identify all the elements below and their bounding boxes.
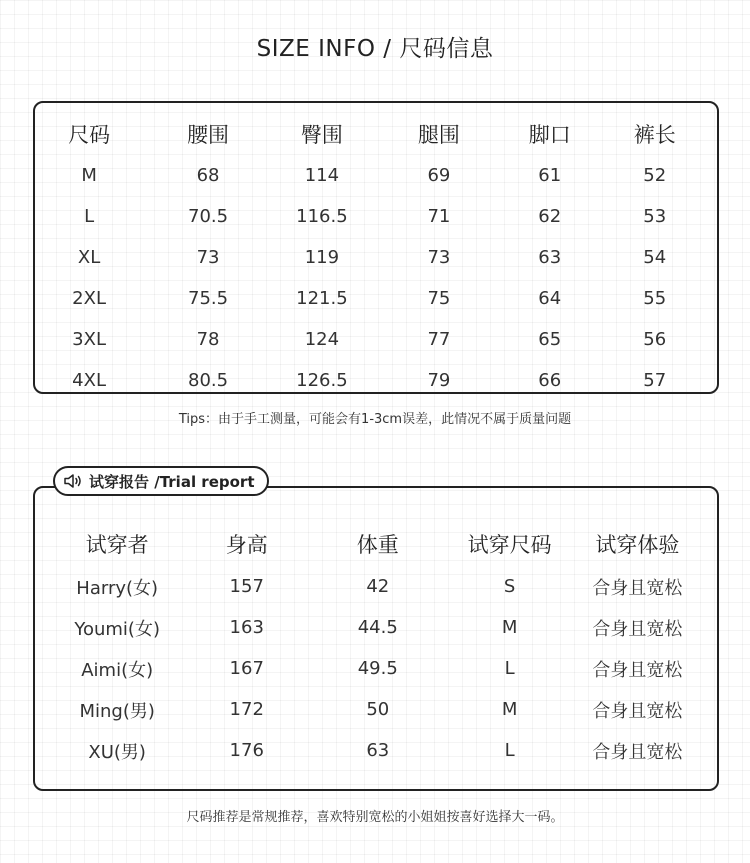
size-recommendation-note: 尺码推荐是常规推荐，喜欢特别宽松的小姐姐按喜好选择大一码。 bbox=[186, 810, 564, 825]
trial-table-cell-tester: Youmi(女) bbox=[74, 618, 160, 640]
trial-table-row bbox=[35, 648, 717, 689]
size-header-waist: 腰围 bbox=[187, 123, 230, 147]
size-table-cell-size: 3XL bbox=[72, 329, 106, 350]
size-table-cell-length: 54 bbox=[643, 247, 667, 268]
trial-report-label: 试穿报告 /Trial report bbox=[89, 472, 255, 491]
size-header-length: 裤长 bbox=[633, 123, 676, 147]
size-table-cell-waist: 78 bbox=[196, 329, 220, 350]
trial-report-panel bbox=[33, 486, 719, 791]
trial-table-cell-experience: 合身且宽松 bbox=[592, 618, 683, 640]
trial-table-row bbox=[35, 607, 717, 648]
trial-table-cell-size: S bbox=[503, 576, 516, 597]
trial-table-row bbox=[35, 689, 717, 730]
trial-table-cell-experience: 合身且宽松 bbox=[592, 741, 683, 763]
speaker-icon bbox=[63, 473, 83, 489]
trial-table-cell-tester: Harry(女) bbox=[76, 577, 159, 599]
size-table-cell-waist: 70.5 bbox=[188, 206, 229, 227]
size-table-cell-hip: 119 bbox=[304, 247, 340, 268]
size-table-cell-hip: 114 bbox=[304, 165, 340, 186]
size-table-cell-thigh: 71 bbox=[427, 206, 451, 227]
trial-header-size: 试穿尺码 bbox=[467, 533, 552, 557]
size-table-cell-waist: 75.5 bbox=[188, 288, 229, 309]
trial-table-row bbox=[35, 566, 717, 607]
size-table-cell-size: M bbox=[81, 165, 97, 186]
size-table-row bbox=[35, 319, 717, 360]
size-table-cell-thigh: 73 bbox=[427, 247, 451, 268]
trial-table-header-row bbox=[35, 522, 717, 566]
size-table-row bbox=[35, 360, 717, 401]
trial-header-experience: 试穿体验 bbox=[595, 533, 680, 557]
size-table-cell-size: XL bbox=[77, 247, 101, 268]
trial-table-cell-weight: 42 bbox=[366, 576, 390, 597]
size-table-row bbox=[35, 237, 717, 278]
size-table-cell-thigh: 69 bbox=[427, 165, 451, 186]
trial-table-cell-height: 157 bbox=[229, 576, 264, 597]
trial-table-cell-experience: 合身且宽松 bbox=[592, 659, 683, 681]
size-table-cell-length: 55 bbox=[643, 288, 667, 309]
size-header-hem: 脚口 bbox=[528, 123, 571, 147]
size-table-cell-length: 56 bbox=[643, 329, 667, 350]
trial-report-badge bbox=[53, 466, 269, 496]
trial-table-cell-tester: XU(男) bbox=[88, 741, 146, 763]
size-header-size: 尺码 bbox=[68, 123, 111, 147]
trial-table-cell-tester: Ming(男) bbox=[79, 700, 155, 722]
size-table-cell-waist: 73 bbox=[196, 247, 220, 268]
trial-table-row bbox=[35, 730, 717, 771]
size-header-thigh: 腿围 bbox=[417, 123, 460, 147]
trial-table-cell-height: 176 bbox=[229, 740, 264, 761]
size-table-cell-waist: 80.5 bbox=[188, 370, 229, 391]
trial-table-cell-weight: 44.5 bbox=[357, 617, 398, 638]
trial-table bbox=[35, 522, 717, 771]
trial-table-cell-height: 172 bbox=[229, 699, 264, 720]
size-table-cell-thigh: 79 bbox=[427, 370, 451, 391]
size-table-cell-hem: 61 bbox=[538, 165, 562, 186]
size-table-cell-hem: 65 bbox=[538, 329, 562, 350]
size-table-cell-size: 4XL bbox=[72, 370, 106, 391]
size-table-row bbox=[35, 196, 717, 237]
size-table-cell-length: 52 bbox=[643, 165, 667, 186]
trial-table-cell-size: L bbox=[504, 658, 515, 679]
page-title: SIZE INFO / 尺码信息 bbox=[256, 36, 494, 62]
trial-table-cell-tester: Aimi(女) bbox=[81, 659, 154, 681]
size-table-cell-hip: 116.5 bbox=[296, 206, 348, 227]
size-table-cell-hem: 64 bbox=[538, 288, 562, 309]
trial-table-cell-height: 167 bbox=[229, 658, 264, 679]
trial-header-weight: 体重 bbox=[356, 533, 399, 557]
size-table-header-row bbox=[35, 113, 717, 155]
size-table bbox=[35, 113, 717, 401]
size-table-cell-length: 57 bbox=[643, 370, 667, 391]
trial-table-cell-weight: 49.5 bbox=[357, 658, 398, 679]
size-table-cell-hem: 66 bbox=[538, 370, 562, 391]
size-table-cell-length: 53 bbox=[643, 206, 667, 227]
trial-table-cell-weight: 63 bbox=[366, 740, 390, 761]
size-table-cell-size: L bbox=[84, 206, 95, 227]
measurement-tips: Tips：由于手工测量，可能会有1-3cm误差，此情况不属于质量问题 bbox=[178, 412, 572, 427]
size-table-cell-thigh: 77 bbox=[427, 329, 451, 350]
trial-table-cell-size: L bbox=[504, 740, 515, 761]
size-table-cell-hem: 63 bbox=[538, 247, 562, 268]
size-table-cell-waist: 68 bbox=[196, 165, 220, 186]
trial-table-cell-size: M bbox=[501, 699, 518, 720]
size-table-cell-size: 2XL bbox=[72, 288, 106, 309]
trial-table-cell-experience: 合身且宽松 bbox=[592, 577, 683, 599]
trial-table-cell-experience: 合身且宽松 bbox=[592, 700, 683, 722]
size-table-cell-thigh: 75 bbox=[427, 288, 451, 309]
trial-table-cell-size: M bbox=[501, 617, 518, 638]
trial-table-cell-height: 163 bbox=[229, 617, 264, 638]
size-table-cell-hip: 124 bbox=[304, 329, 340, 350]
size-table-row bbox=[35, 278, 717, 319]
trial-header-tester: 试穿者 bbox=[85, 533, 149, 557]
size-header-hip: 臀围 bbox=[300, 123, 343, 147]
size-table-cell-hip: 126.5 bbox=[296, 370, 348, 391]
size-table-row bbox=[35, 155, 717, 196]
size-table-cell-hip: 121.5 bbox=[296, 288, 348, 309]
trial-table-cell-weight: 50 bbox=[366, 699, 390, 720]
trial-header-height: 身高 bbox=[225, 533, 268, 557]
size-table-cell-hem: 62 bbox=[538, 206, 562, 227]
size-info-panel bbox=[33, 101, 719, 394]
